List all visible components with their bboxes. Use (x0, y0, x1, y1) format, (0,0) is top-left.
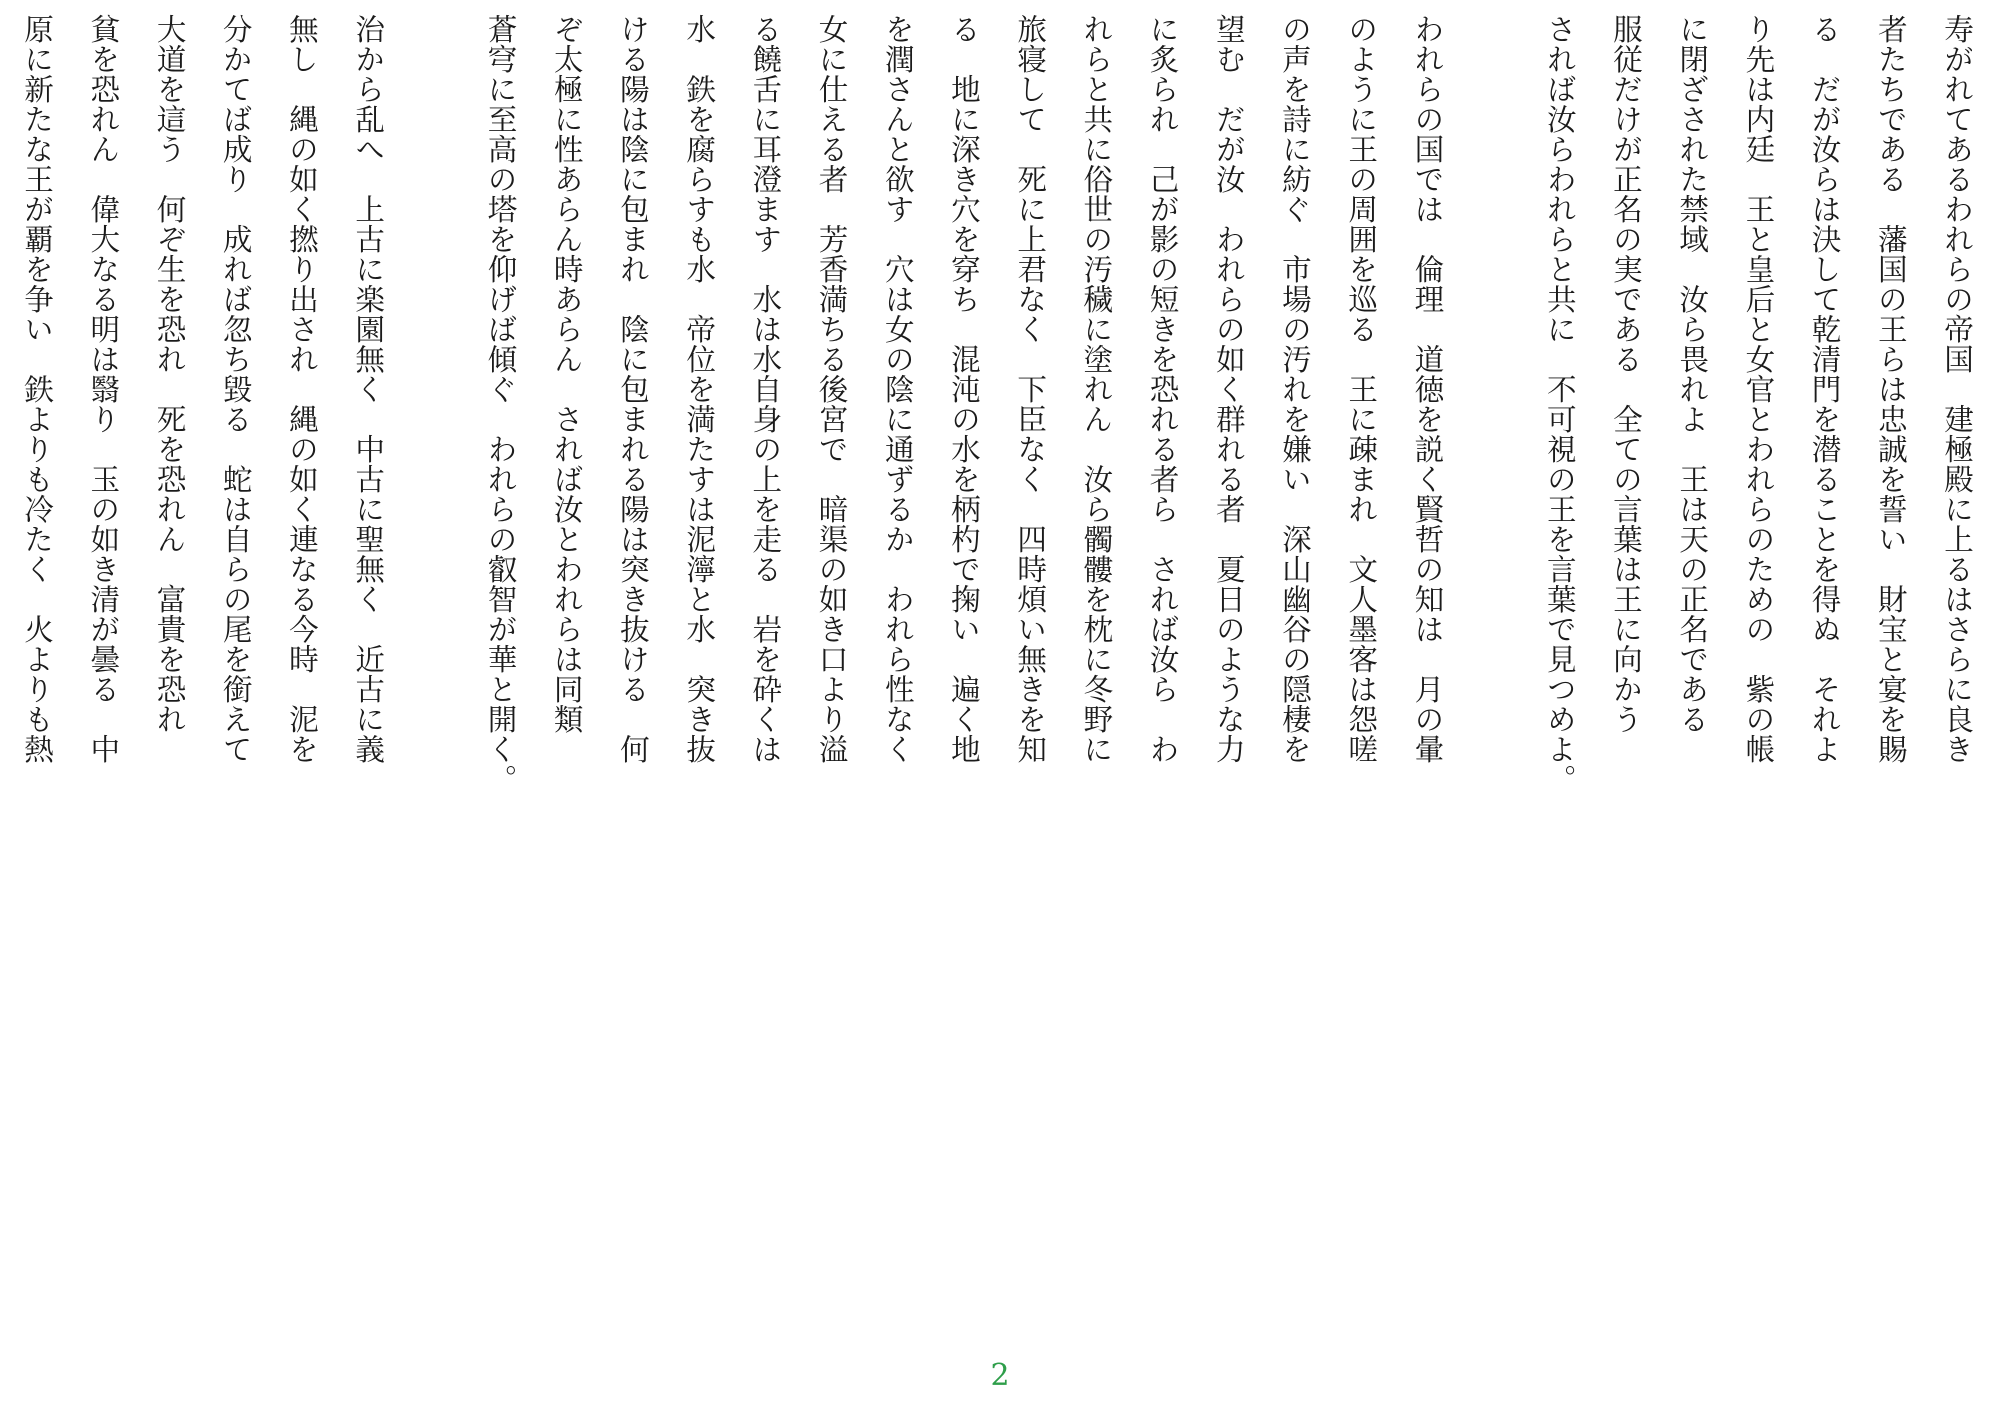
text-column: 治から乱へ 上古に楽園無く 中古に聖無く 近古に義 (351, 14, 386, 764)
text-column: 女に仕える者 芳香満ちる後宮で 暗渠の如き口より溢 (814, 14, 849, 764)
text-column: に閉ざされた禁域 汝ら畏れよ 王は天の正名である (1675, 14, 1710, 734)
text-column: われらの国では 倫理 道徳を説く賢哲の知は 月の暈 (1410, 14, 1445, 764)
text-column: 分かてば成り 成れば忽ち毀る 蛇は自らの尾を銜えて (218, 14, 253, 764)
text-column: る 地に深き穴を穿ち 混沌の水を柄杓で掬い 遍く地 (946, 14, 981, 764)
text-column: 服従だけが正名の実である 全ての言葉は王に向かう (1608, 14, 1643, 734)
text-column: る饒舌に耳澄ます 水は水自身の上を走る 岩を砕くは (748, 14, 783, 764)
text-column: り先は内廷 王と皇后と女官とわれらのための 紫の帳 (1741, 14, 1776, 764)
page-number: 2 (990, 1358, 1010, 1393)
text-column: のように王の周囲を巡る 王に疎まれ 文人墨客は怨嗟 (1344, 14, 1379, 764)
text-column: 水 鉄を腐らすも水 帝位を満たすは泥濘と水 突き抜 (682, 14, 717, 764)
text-column: 大道を這う 何ぞ生を恐れ 死を恐れん 富貴を恐れ (152, 14, 187, 734)
text-column: 者たちである 藩国の王らは忠誠を誓い 財宝と宴を賜 (1873, 14, 1908, 764)
text-column: 無し 縄の如く撚り出され 縄の如く連なる今時 泥を (284, 14, 319, 764)
text-column: を潤さんと欲す 穴は女の陰に通ずるか われら性なく (880, 14, 915, 764)
text-column: 望む だが汝 われらの如く群れる者 夏日のような力 (1211, 14, 1246, 764)
text-column: ける陽は陰に包まれ 陰に包まれる陽は突き抜ける 何 (615, 14, 650, 764)
text-column: の声を詩に紡ぐ 市場の汚れを嫌い 深山幽谷の隠棲を (1277, 14, 1312, 764)
text-column: 蒼穹に至高の塔を仰げば傾ぐ われらの叡智が華と開く。 (483, 14, 518, 794)
text-column: 貧を恐れん 偉大なる明は翳り 玉の如き清が曇る 中 (86, 14, 121, 764)
paragraph-gap (1460, 14, 1526, 894)
vertical-text-body (0, 14, 1990, 894)
text-column: 寿がれてあるわれらの帝国 建極殿に上るはさらに良き (1940, 14, 1974, 764)
text-column: 旅寝して 死に上君なく 下臣なく 四時煩い無きを知 (1013, 14, 1048, 764)
text-column: に炙られ 己が影の短きを恐れる者ら されば汝ら わ (1145, 14, 1180, 764)
paragraph-gap (401, 14, 467, 894)
text-column: ぞ太極に性あらん時あらん されば汝とわれらは同類 (549, 14, 584, 734)
text-column: 原に新たな王が覇を争い 鉄よりも冷たく 火よりも熱 (20, 14, 55, 764)
text-column: る だが汝らは決して乾清門を潜ることを得ぬ それよ (1807, 14, 1842, 764)
text-column: されば汝らわれらと共に 不可視の王を言葉で見つめよ。 (1542, 14, 1577, 794)
text-column: れらと共に俗世の汚穢に塗れん 汝ら髑髏を枕に冬野に (1079, 14, 1114, 764)
